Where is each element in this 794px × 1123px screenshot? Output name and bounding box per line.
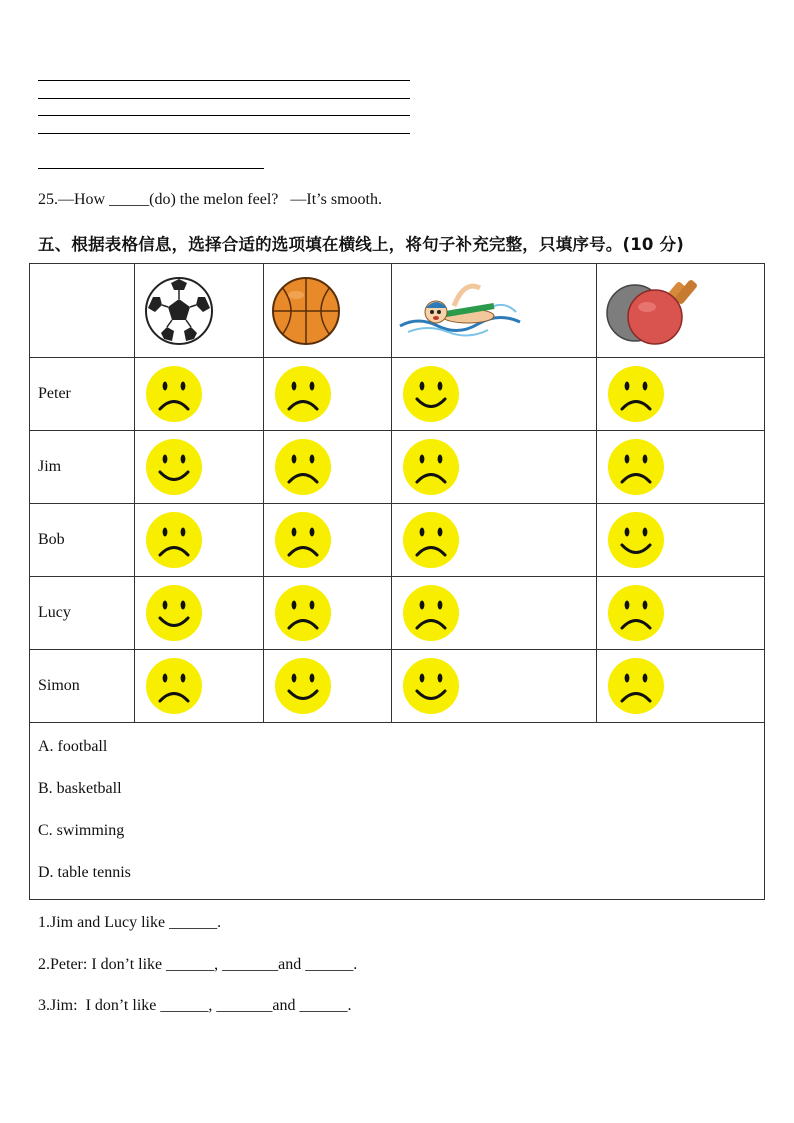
sad-face-icon bbox=[274, 584, 332, 642]
header-cell-swimming bbox=[392, 264, 597, 358]
face-cell bbox=[264, 504, 392, 577]
face-cell bbox=[264, 577, 392, 650]
sad-face-icon bbox=[274, 511, 332, 569]
preference-table bbox=[29, 263, 765, 900]
face-cell bbox=[392, 358, 597, 431]
answer-line-4 bbox=[38, 133, 410, 134]
face-cell bbox=[597, 431, 765, 504]
happy-face-icon bbox=[402, 657, 460, 715]
question-2: 2.Peter: I don’t like ______, _______and ______. bbox=[38, 956, 358, 973]
section-heading: 五、根据表格信息，选择合适的选项填在横线上，将句子补充完整，只填序号。(10 分) bbox=[38, 235, 684, 254]
sad-face-icon bbox=[274, 438, 332, 496]
face-cell bbox=[597, 504, 765, 577]
option-d: D. table tennis bbox=[38, 864, 131, 881]
row-name: Jim bbox=[30, 431, 135, 504]
face-cell bbox=[597, 358, 765, 431]
face-cell bbox=[135, 577, 264, 650]
header-cell-football bbox=[135, 264, 264, 358]
face-cell bbox=[135, 358, 264, 431]
sad-face-icon bbox=[402, 584, 460, 642]
table-row bbox=[30, 504, 765, 577]
header-cell-basketball bbox=[264, 264, 392, 358]
face-cell bbox=[135, 431, 264, 504]
face-cell bbox=[392, 650, 597, 723]
answer-line-5 bbox=[38, 168, 264, 169]
q25-text-b: (do) the melon feel? bbox=[149, 191, 279, 208]
answer-line-3 bbox=[38, 115, 410, 116]
face-cell bbox=[135, 650, 264, 723]
q25-blank: _____ bbox=[109, 191, 150, 208]
question-3: 3.Jim: I don’t like ______, _______and ______. bbox=[38, 997, 352, 1014]
option-a: A. football bbox=[38, 738, 108, 755]
options-row bbox=[30, 723, 765, 900]
row-name: Lucy bbox=[30, 577, 135, 650]
football-icon bbox=[143, 275, 215, 347]
sad-face-icon bbox=[274, 365, 332, 423]
q25-text-a: 25.—How bbox=[38, 191, 110, 208]
answer-line-1 bbox=[38, 80, 410, 81]
basketball-icon bbox=[270, 275, 342, 347]
sad-face-icon bbox=[607, 584, 665, 642]
sad-face-icon bbox=[145, 511, 203, 569]
table-row bbox=[30, 650, 765, 723]
happy-face-icon bbox=[145, 584, 203, 642]
sad-face-icon bbox=[607, 438, 665, 496]
option-b: B. basketball bbox=[38, 780, 122, 797]
sad-face-icon bbox=[145, 657, 203, 715]
table-header-row bbox=[30, 264, 765, 358]
face-cell bbox=[135, 504, 264, 577]
header-cell-table-tennis bbox=[597, 264, 765, 358]
table-row bbox=[30, 431, 765, 504]
happy-face-icon bbox=[402, 365, 460, 423]
row-name: Simon bbox=[30, 650, 135, 723]
q25-text-c: —It’s smooth. bbox=[290, 191, 382, 208]
sad-face-icon bbox=[402, 438, 460, 496]
swimming-icon bbox=[398, 276, 522, 346]
face-cell bbox=[392, 577, 597, 650]
face-cell bbox=[597, 577, 765, 650]
sad-face-icon bbox=[402, 511, 460, 569]
options-cell bbox=[30, 723, 765, 900]
row-name: Peter bbox=[30, 358, 135, 431]
sad-face-icon bbox=[607, 365, 665, 423]
face-cell bbox=[392, 504, 597, 577]
header-empty-cell bbox=[30, 264, 135, 358]
sad-face-icon bbox=[145, 365, 203, 423]
face-cell bbox=[392, 431, 597, 504]
row-name: Bob bbox=[30, 504, 135, 577]
table-row bbox=[30, 577, 765, 650]
face-cell bbox=[264, 650, 392, 723]
table-row bbox=[30, 358, 765, 431]
happy-face-icon bbox=[274, 657, 332, 715]
happy-face-icon bbox=[607, 511, 665, 569]
sad-face-icon bbox=[607, 657, 665, 715]
face-cell bbox=[264, 431, 392, 504]
happy-face-icon bbox=[145, 438, 203, 496]
face-cell bbox=[264, 358, 392, 431]
face-cell bbox=[597, 650, 765, 723]
option-c: C. swimming bbox=[38, 822, 125, 839]
table-tennis-icon bbox=[605, 275, 709, 347]
answer-line-2 bbox=[38, 98, 410, 99]
question-1: 1.Jim and Lucy like ______. bbox=[38, 914, 222, 931]
question-25 bbox=[38, 191, 382, 209]
